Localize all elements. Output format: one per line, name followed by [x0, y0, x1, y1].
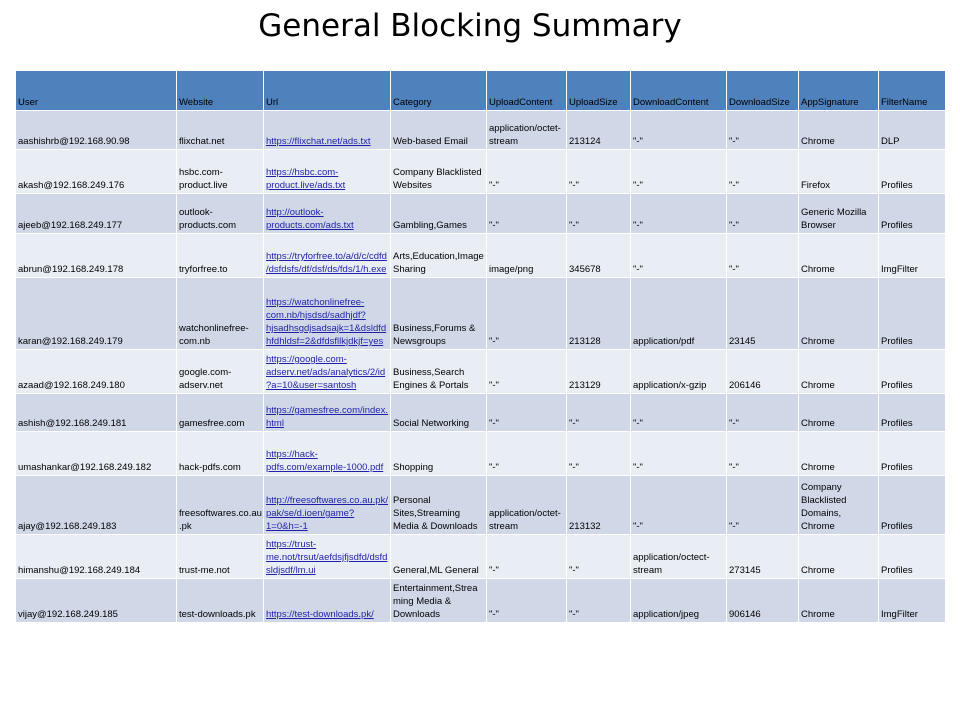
- download-size-cell: "-": [727, 394, 799, 432]
- filter-name-cell: Profiles: [879, 194, 946, 234]
- url-link[interactable]: https://flixchat.net/ads.txt: [264, 111, 391, 150]
- filter-name-cell: Profiles: [879, 150, 946, 194]
- filter-name-cell: Profiles: [879, 476, 946, 535]
- download-size-cell: 273145: [727, 535, 799, 579]
- user-cell: vijay@192.168.249.185: [16, 579, 177, 623]
- category-cell: Web-based Email: [391, 111, 487, 150]
- table-row: [16, 432, 946, 476]
- category-cell: Personal Sites,Streaming Media & Downloads: [391, 476, 487, 535]
- upload-size-cell: 213132: [567, 476, 631, 535]
- upload-content-cell: "-": [487, 535, 567, 579]
- category-cell: General,ML General: [391, 535, 487, 579]
- download-content-cell: application/x-gzip: [631, 350, 727, 394]
- category-cell: Social Networking: [391, 394, 487, 432]
- upload-size-cell: 213124: [567, 111, 631, 150]
- url-link[interactable]: https://tryforfree.to/a/d/c/cdfd/dsfdsfs/df/dsf/ds/fds/1/h.exe: [264, 234, 391, 278]
- column-header-download-content: DownloadContent: [631, 71, 727, 111]
- upload-content-cell: "-": [487, 350, 567, 394]
- download-size-cell: "-": [727, 150, 799, 194]
- category-cell: Business,Search Engines & Portals: [391, 350, 487, 394]
- upload-content-cell: "-": [487, 432, 567, 476]
- table-row: [16, 535, 946, 579]
- app-signature-cell: Chrome: [799, 278, 879, 350]
- download-content-cell: "-": [631, 234, 727, 278]
- upload-content-cell: application/octet-stream: [487, 476, 567, 535]
- download-content-cell: "-": [631, 150, 727, 194]
- user-cell: akash@192.168.249.176: [16, 150, 177, 194]
- upload-content-cell: "-": [487, 150, 567, 194]
- download-size-cell: "-": [727, 234, 799, 278]
- download-size-cell: 206146: [727, 350, 799, 394]
- column-header-download-size: DownloadSize: [727, 71, 799, 111]
- website-cell: trust-me.not: [177, 535, 264, 579]
- app-signature-cell: Chrome: [799, 535, 879, 579]
- upload-content-cell: "-": [487, 278, 567, 350]
- website-cell: hack-pdfs.com: [177, 432, 264, 476]
- url-link[interactable]: https://google.com-adserv.net/ads/analytics/2/id?a=10&user=santosh: [264, 350, 391, 394]
- upload-size-cell: 213129: [567, 350, 631, 394]
- upload-content-cell: "-": [487, 194, 567, 234]
- table-row: [16, 111, 946, 150]
- upload-size-cell: 213128: [567, 278, 631, 350]
- user-cell: abrun@192.168.249.178: [16, 234, 177, 278]
- website-cell: outlook-products.com: [177, 194, 264, 234]
- website-cell: test-downloads.pk: [177, 579, 264, 623]
- header-row: [16, 71, 946, 111]
- website-cell: freesoftwares.co.au.pk: [177, 476, 264, 535]
- column-header-website: Website: [177, 71, 264, 111]
- website-cell: tryforfree.to: [177, 234, 264, 278]
- column-header-user: User: [16, 71, 177, 111]
- table-row: [16, 476, 946, 535]
- download-content-cell: application/jpeg: [631, 579, 727, 623]
- column-header-filter-name: FilterName: [879, 71, 946, 111]
- website-cell: watchonlinefree-com.nb: [177, 278, 264, 350]
- user-cell: umashankar@192.168.249.182: [16, 432, 177, 476]
- website-cell: google.com-adserv.net: [177, 350, 264, 394]
- download-content-cell: "-": [631, 111, 727, 150]
- download-content-cell: application/pdf: [631, 278, 727, 350]
- user-cell: ashish@192.168.249.181: [16, 394, 177, 432]
- table-row: [16, 394, 946, 432]
- upload-size-cell: "-": [567, 579, 631, 623]
- upload-content-cell: application/octet-stream: [487, 111, 567, 150]
- download-size-cell: "-": [727, 476, 799, 535]
- website-cell: flixchat.net: [177, 111, 264, 150]
- app-signature-cell: Chrome: [799, 111, 879, 150]
- category-cell: Business,Forums & Newsgroups: [391, 278, 487, 350]
- url-link[interactable]: https://hack-pdfs.com/example-1000.pdf: [264, 432, 391, 476]
- filter-name-cell: ImgFilter: [879, 579, 946, 623]
- download-content-cell: "-": [631, 476, 727, 535]
- upload-content-cell: "-": [487, 394, 567, 432]
- filter-name-cell: Profiles: [879, 432, 946, 476]
- upload-content-cell: "-": [487, 579, 567, 623]
- table-row: [16, 150, 946, 194]
- filter-name-cell: ImgFilter: [879, 234, 946, 278]
- download-size-cell: 906146: [727, 579, 799, 623]
- website-cell: gamesfree.com: [177, 394, 264, 432]
- column-header-url: Url: [264, 71, 391, 111]
- app-signature-cell: Generic Mozilla Browser: [799, 194, 879, 234]
- download-size-cell: 23145: [727, 278, 799, 350]
- upload-size-cell: "-": [567, 535, 631, 579]
- url-link[interactable]: https://gamesfree.com/index.html: [264, 394, 391, 432]
- download-content-cell: "-": [631, 432, 727, 476]
- download-size-cell: "-": [727, 111, 799, 150]
- category-cell: Entertainment,Streaming Media & Downloads: [391, 579, 487, 623]
- filter-name-cell: Profiles: [879, 350, 946, 394]
- filter-name-cell: Profiles: [879, 278, 946, 350]
- upload-size-cell: "-": [567, 150, 631, 194]
- user-cell: azaad@192.168.249.180: [16, 350, 177, 394]
- app-signature-cell: Chrome: [799, 432, 879, 476]
- download-size-cell: "-": [727, 194, 799, 234]
- column-header-upload-content: UploadContent: [487, 71, 567, 111]
- user-cell: ajeeb@192.168.249.177: [16, 194, 177, 234]
- url-link[interactable]: http://outlook-products.com/ads.txt: [264, 194, 391, 234]
- category-cell: Gambling,Games: [391, 194, 487, 234]
- table-row: [16, 350, 946, 394]
- upload-size-cell: "-": [567, 394, 631, 432]
- filter-name-cell: Profiles: [879, 535, 946, 579]
- category-cell: Shopping: [391, 432, 487, 476]
- upload-size-cell: 345678: [567, 234, 631, 278]
- app-signature-cell: Company Blacklisted Domains, Chrome: [799, 476, 879, 535]
- user-cell: himanshu@192.168.249.184: [16, 535, 177, 579]
- upload-size-cell: "-": [567, 432, 631, 476]
- app-signature-cell: Chrome: [799, 350, 879, 394]
- app-signature-cell: Chrome: [799, 234, 879, 278]
- filter-name-cell: Profiles: [879, 394, 946, 432]
- download-size-cell: "-": [727, 432, 799, 476]
- filter-name-cell: DLP: [879, 111, 946, 150]
- url-link[interactable]: http://freesoftwares.co.au.pk/pak/se/d.ioen/game?1=0&h=-1: [264, 476, 391, 535]
- column-header-category: Category: [391, 71, 487, 111]
- download-content-cell: "-": [631, 394, 727, 432]
- upload-content-cell: image/png: [487, 234, 567, 278]
- app-signature-cell: Firefox: [799, 150, 879, 194]
- url-link[interactable]: https://hsbc.com-product.live/ads.txt: [264, 150, 391, 194]
- table-row: [16, 278, 946, 350]
- user-cell: ajay@192.168.249.183: [16, 476, 177, 535]
- url-link[interactable]: https://test-downloads.pk/: [264, 579, 391, 623]
- column-header-upload-size: UploadSize: [567, 71, 631, 111]
- url-link[interactable]: https://trust-me.not/trsut/aefdsjfjsdfd/dsfdsldjsdf/lm.ui: [264, 535, 391, 579]
- category-cell: Company Blacklisted Websites: [391, 150, 487, 194]
- upload-size-cell: "-": [567, 194, 631, 234]
- category-cell: Arts,Education,Image Sharing: [391, 234, 487, 278]
- url-link[interactable]: https://watchonlinefree-com.nb/hjsdsd/sadhjdf?hjsadhsgdjsadsajk=1&dsldfdhfdhldsf=2&dfdsfllkjdkjf=yes: [264, 278, 391, 350]
- user-cell: karan@192.168.249.179: [16, 278, 177, 350]
- user-cell: aashishrb@192.168.90.98: [16, 111, 177, 150]
- table-row: [16, 234, 946, 278]
- app-signature-cell: Chrome: [799, 579, 879, 623]
- download-content-cell: "-": [631, 194, 727, 234]
- table-row: [16, 194, 946, 234]
- blocking-summary-table: [15, 70, 946, 623]
- table-row: [16, 579, 946, 623]
- website-cell: hsbc.com-product.live: [177, 150, 264, 194]
- app-signature-cell: Chrome: [799, 394, 879, 432]
- column-header-app-signature: AppSignature: [799, 71, 879, 111]
- page-title: General Blocking Summary: [258, 8, 682, 44]
- download-content-cell: application/octect-stream: [631, 535, 727, 579]
